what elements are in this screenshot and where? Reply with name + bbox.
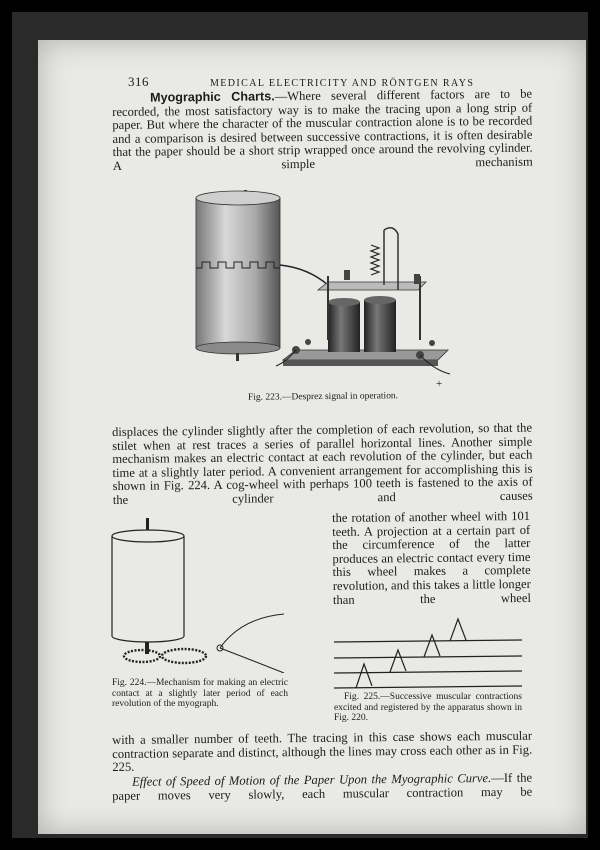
figure-225-caption: Fig. 225.—Successive muscular contractions excited and registered by the apparatus shown in Fig. 220. bbox=[334, 692, 522, 723]
figure-225-tracing bbox=[332, 610, 526, 692]
paragraph-text: If the paper moves very slowly, each muscular contraction may be bbox=[112, 770, 533, 803]
photo-frame bbox=[12, 12, 588, 838]
paragraph-text: —Where several different factors are to be recorded, the most satisfactory way is to make the tracing upon a long strip of paper. But where the character of the muscular contraction alone is to be recorded and a comparison is desired between successive contractions, it is often desirable that the paper should be a short strip wrapped once around the revolving cylinder. A simple mechanism bbox=[112, 86, 533, 173]
figure-224-caption: Fig. 224.—Mechanism for making an electric contact at a slightly later period of each revolution of the myograph. bbox=[112, 678, 288, 709]
page-number: 316 bbox=[128, 74, 149, 89]
paragraph-cylinder-displacement: displaces the cylinder slightly after the completion of each revolution, so that the stilet when at rest traces a series of parallel horizontal lines. Another simple mechanism makes an electric contact at each revolution of the cylinder, but each time at a slightly later period. A convenient arrangement for accomplishing this is shown in Fig. 224. A cog-wheel with perhaps 100 teeth is fastened to the axis of the cylinder and causes bbox=[111, 420, 533, 507]
figure-223-illustration bbox=[188, 190, 458, 390]
figure-224-illustration bbox=[106, 518, 296, 673]
running-title: MEDICAL ELECTRICITY AND RÖNTGEN RAYS bbox=[210, 78, 475, 89]
paragraph-tracing-result: with a smaller number of teeth. The tracing in this case shows each muscular contraction separate and distinct, although the lines may cross each other as in Fig. 225. bbox=[111, 728, 533, 775]
section-heading-italic: Effect of Speed of Motion of the Paper Upon the Myographic Curve. bbox=[131, 771, 492, 789]
paragraph-speed-of-motion: Effect of Speed of Motion of the Paper Upon the Myographic Curve.—If the paper moves very slowly, each muscular contraction may be bbox=[112, 770, 533, 803]
paragraph-cog-wheel: the rotation of another wheel with 101 teeth. A projection at a certain part of the circumference of the latter produces an electric contact every time this wheel makes a complete revolution, and this takes a little longer than the wheel bbox=[331, 508, 531, 607]
figure-223-caption: Fig. 223.—Desprez signal in operation. bbox=[247, 391, 399, 403]
book-page bbox=[38, 40, 586, 834]
paragraph-myographic-charts bbox=[112, 88, 533, 174]
section-heading: Myographic Charts. bbox=[149, 89, 275, 105]
plus-terminal-label: + bbox=[436, 378, 443, 390]
